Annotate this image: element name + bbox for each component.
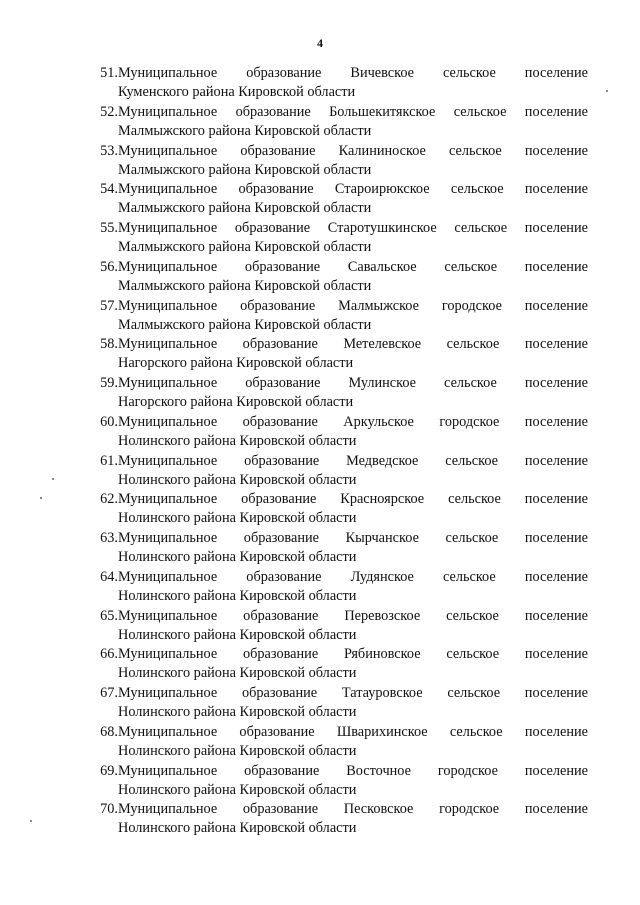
item-text bbox=[118, 297, 588, 336]
item-text bbox=[118, 800, 588, 839]
item-word: образование bbox=[241, 685, 318, 701]
list-item bbox=[88, 142, 588, 181]
item-second-line: Нолинского района Кировской области bbox=[118, 781, 357, 798]
item-second-line: Нолинского района Кировской области bbox=[118, 665, 357, 682]
item-word: Старотушкинское bbox=[327, 220, 437, 236]
item-word: городское bbox=[437, 762, 498, 779]
item-word: образование bbox=[240, 297, 316, 314]
item-text bbox=[118, 142, 588, 181]
item-second-line: Малмыжского района Кировской области bbox=[118, 200, 372, 217]
item-text bbox=[118, 219, 588, 258]
item-word: поселение bbox=[524, 142, 588, 159]
item-word: городское bbox=[439, 801, 500, 818]
item-first-line bbox=[118, 568, 588, 587]
item-word: поселение bbox=[524, 336, 588, 353]
item-first-line bbox=[118, 723, 588, 742]
item-word: Кырчанское bbox=[345, 530, 419, 546]
item-word: Муниципальное bbox=[118, 181, 218, 198]
item-word: Муниципальное bbox=[118, 297, 218, 314]
item-word: городское bbox=[439, 413, 500, 430]
item-word: образование bbox=[235, 103, 311, 120]
item-number: 57. bbox=[100, 297, 118, 314]
item-first-line bbox=[118, 684, 588, 703]
item-word: сельское bbox=[444, 258, 498, 275]
item-second-line: Нолинского района Кировской области bbox=[118, 471, 357, 488]
item-first-line bbox=[118, 413, 588, 432]
item-word: Вичевское bbox=[350, 65, 415, 81]
item-word: Муниципальное bbox=[118, 336, 218, 353]
list-item bbox=[88, 219, 588, 258]
item-word: Мулинское bbox=[348, 375, 417, 391]
item-first-line bbox=[118, 452, 588, 471]
item-second-line: Нолинского района Кировской области bbox=[118, 587, 357, 604]
item-text bbox=[118, 413, 588, 452]
item-second-line: Малмыжского района Кировской области bbox=[118, 161, 372, 178]
item-second-line: Нолинского района Кировской области bbox=[118, 432, 357, 449]
item-word: Муниципальное bbox=[118, 530, 218, 546]
scan-speck bbox=[40, 497, 42, 499]
item-text bbox=[118, 335, 588, 374]
item-text bbox=[118, 180, 588, 219]
item-first-line bbox=[118, 64, 588, 83]
item-word: поселение bbox=[524, 413, 588, 430]
item-second-line: Малмыжского района Кировской области bbox=[118, 277, 372, 294]
item-word: сельское bbox=[448, 142, 502, 159]
item-word: образование bbox=[246, 568, 322, 585]
item-text bbox=[118, 490, 588, 529]
item-word: поселение bbox=[524, 220, 588, 236]
item-text bbox=[118, 645, 588, 684]
item-word: сельское bbox=[444, 375, 497, 391]
item-first-line bbox=[118, 374, 588, 393]
item-word: сельское bbox=[453, 103, 507, 120]
list-item bbox=[88, 297, 588, 336]
item-word: Восточное bbox=[346, 762, 411, 779]
item-first-line bbox=[118, 762, 588, 781]
item-word: поселение bbox=[524, 685, 588, 701]
item-word: поселение bbox=[524, 762, 588, 779]
item-word: поселение bbox=[524, 65, 588, 81]
item-first-line bbox=[118, 180, 588, 199]
list-item bbox=[88, 800, 588, 839]
item-number: 64. bbox=[100, 568, 118, 585]
list-item bbox=[88, 568, 588, 607]
item-word: образование bbox=[241, 491, 317, 508]
list-item bbox=[88, 723, 588, 762]
item-word: образование bbox=[242, 801, 319, 818]
item-word: Муниципальное bbox=[118, 568, 218, 585]
item-word: образование bbox=[243, 530, 319, 546]
item-word: поселение bbox=[524, 607, 588, 624]
item-number: 70. bbox=[100, 801, 118, 818]
item-word: сельское bbox=[443, 65, 496, 81]
item-word: сельское bbox=[446, 646, 500, 663]
item-text bbox=[118, 103, 588, 142]
item-word: образование bbox=[240, 142, 316, 159]
item-word: образование bbox=[243, 607, 319, 624]
item-number: 51. bbox=[100, 65, 118, 81]
item-word: образование bbox=[246, 65, 322, 81]
item-number: 60. bbox=[100, 413, 118, 430]
item-first-line bbox=[118, 219, 588, 238]
item-word: Муниципальное bbox=[118, 491, 218, 508]
item-word: Муниципальное bbox=[118, 103, 218, 120]
item-word: сельское bbox=[450, 181, 504, 198]
item-second-line: Нагорского района Кировской области bbox=[118, 394, 354, 410]
item-text bbox=[118, 723, 588, 762]
item-first-line bbox=[118, 607, 588, 626]
item-second-line: Малмыжского района Кировской области bbox=[118, 316, 372, 333]
item-second-line: Нагорского района Кировской области bbox=[118, 355, 354, 372]
item-second-line: Нолинского района Кировской области bbox=[118, 820, 357, 837]
item-text bbox=[118, 684, 588, 723]
item-word: Муниципальное bbox=[118, 646, 218, 663]
item-word: Муниципальное bbox=[118, 65, 218, 81]
item-word: поселение bbox=[524, 530, 588, 546]
item-word: сельское bbox=[448, 491, 501, 508]
list-item bbox=[88, 413, 588, 452]
item-word: образование bbox=[234, 220, 311, 236]
item-word: сельское bbox=[446, 336, 500, 353]
item-word: Муниципальное bbox=[118, 142, 218, 159]
item-number: 55. bbox=[100, 220, 118, 236]
item-second-line: Нолинского района Кировской области bbox=[118, 549, 357, 565]
scan-speck bbox=[52, 478, 54, 480]
item-word: сельское bbox=[454, 220, 508, 236]
item-number: 59. bbox=[100, 375, 118, 391]
item-text bbox=[118, 452, 588, 491]
item-word: Перевозское bbox=[344, 607, 421, 624]
item-word: поселение bbox=[524, 258, 588, 275]
item-word: поселение bbox=[524, 491, 588, 508]
item-word: образование bbox=[242, 413, 318, 430]
item-text bbox=[118, 258, 588, 297]
item-number: 62. bbox=[100, 491, 118, 508]
item-word: поселение bbox=[524, 568, 588, 585]
item-word: поселение bbox=[524, 181, 588, 198]
list-item bbox=[88, 258, 588, 297]
item-word: Большекитякское bbox=[329, 103, 436, 120]
item-word: Лудянское bbox=[350, 568, 414, 585]
item-word: Муниципальное bbox=[118, 801, 218, 818]
item-word: поселение bbox=[524, 297, 588, 314]
item-first-line bbox=[118, 490, 588, 509]
item-first-line bbox=[118, 335, 588, 354]
item-word: Муниципальное bbox=[118, 220, 218, 236]
municipality-list bbox=[88, 64, 588, 839]
item-word: поселение bbox=[524, 452, 588, 469]
item-second-line: Нолинского района Кировской области bbox=[118, 626, 357, 643]
item-word: Метелевское bbox=[343, 336, 422, 353]
item-word: образование bbox=[245, 375, 321, 391]
item-word: Муниципальное bbox=[118, 375, 218, 391]
item-word: образование bbox=[242, 336, 318, 353]
item-number: 53. bbox=[100, 142, 118, 159]
item-word: Муниципальное bbox=[118, 762, 218, 779]
page-number: 4 bbox=[317, 36, 323, 50]
item-word: Аркульское bbox=[343, 413, 414, 430]
item-number: 54. bbox=[100, 181, 118, 198]
item-first-line bbox=[118, 142, 588, 161]
item-number: 65. bbox=[100, 607, 118, 624]
item-text bbox=[118, 64, 588, 103]
item-word: Муниципальное bbox=[118, 607, 218, 624]
item-word: поселение bbox=[524, 103, 588, 120]
item-second-line: Нолинского района Кировской области bbox=[118, 742, 357, 759]
item-word: Татауровское bbox=[341, 685, 423, 701]
item-second-line: Куменского района Кировской области bbox=[118, 84, 356, 100]
item-first-line bbox=[118, 800, 588, 819]
item-first-line bbox=[118, 645, 588, 664]
item-word: образование bbox=[244, 762, 320, 779]
item-number: 67. bbox=[100, 685, 118, 701]
item-second-line: Нолинского района Кировской области bbox=[118, 510, 357, 527]
item-word: Калининоское bbox=[338, 142, 426, 159]
item-word: поселение bbox=[524, 723, 588, 740]
item-number: 58. bbox=[100, 336, 118, 353]
item-first-line bbox=[118, 297, 588, 316]
item-word: поселение bbox=[524, 646, 588, 663]
item-second-line: Малмыжского района Кировской области bbox=[118, 239, 372, 255]
item-word: образование bbox=[244, 452, 320, 469]
scan-speck bbox=[606, 90, 608, 92]
item-word: Савальское bbox=[347, 258, 417, 275]
item-word: Муниципальное bbox=[118, 452, 218, 469]
item-text bbox=[118, 607, 588, 646]
list-item bbox=[88, 529, 588, 568]
item-text bbox=[118, 529, 588, 568]
item-number: 66. bbox=[100, 646, 118, 663]
item-word: поселение bbox=[524, 375, 588, 391]
list-item bbox=[88, 180, 588, 219]
item-number: 56. bbox=[100, 258, 118, 275]
item-first-line bbox=[118, 103, 588, 122]
item-word: Рябиновское bbox=[343, 646, 421, 663]
list-item bbox=[88, 452, 588, 491]
list-item bbox=[88, 374, 588, 413]
item-word: Муниципальное bbox=[118, 413, 218, 430]
item-word: Муниципальное bbox=[118, 723, 218, 740]
item-word: сельское bbox=[445, 530, 499, 546]
item-word: образование bbox=[242, 646, 319, 663]
item-text bbox=[118, 374, 588, 413]
item-word: образование bbox=[244, 258, 321, 275]
item-number: 69. bbox=[100, 762, 118, 779]
item-number: 63. bbox=[100, 530, 118, 546]
item-word: Шварихинское bbox=[336, 723, 428, 740]
item-word: Медведское bbox=[346, 452, 419, 469]
item-word: сельское bbox=[445, 452, 498, 469]
item-word: Красноярское bbox=[340, 491, 425, 508]
item-second-line: Малмыжского района Кировской области bbox=[118, 122, 372, 139]
item-text bbox=[118, 762, 588, 801]
list-item bbox=[88, 645, 588, 684]
scan-speck bbox=[30, 820, 32, 822]
item-word: образование bbox=[238, 181, 314, 198]
item-second-line: Нолинского района Кировской области bbox=[118, 704, 357, 720]
item-word: поселение bbox=[524, 801, 588, 818]
item-word: сельское bbox=[449, 723, 503, 740]
list-item bbox=[88, 762, 588, 801]
item-first-line bbox=[118, 529, 588, 548]
item-word: образование bbox=[239, 723, 315, 740]
list-item bbox=[88, 490, 588, 529]
item-first-line bbox=[118, 258, 588, 277]
item-word: Малмыжское bbox=[338, 297, 419, 314]
item-number: 52. bbox=[100, 103, 118, 120]
item-word: Муниципальное bbox=[118, 258, 218, 275]
list-item bbox=[88, 64, 588, 103]
item-word: Песковское bbox=[343, 801, 414, 818]
list-item bbox=[88, 607, 588, 646]
item-word: Староирюкское bbox=[334, 181, 430, 198]
item-text bbox=[118, 568, 588, 607]
item-word: сельское bbox=[447, 685, 501, 701]
item-word: Муниципальное bbox=[118, 685, 218, 701]
list-item bbox=[88, 103, 588, 142]
item-number: 68. bbox=[100, 723, 118, 740]
item-number: 61. bbox=[100, 452, 118, 469]
item-word: городское bbox=[441, 297, 502, 314]
list-item bbox=[88, 684, 588, 723]
item-word: сельское bbox=[442, 568, 496, 585]
list-item bbox=[88, 335, 588, 374]
item-word: сельское bbox=[446, 607, 499, 624]
